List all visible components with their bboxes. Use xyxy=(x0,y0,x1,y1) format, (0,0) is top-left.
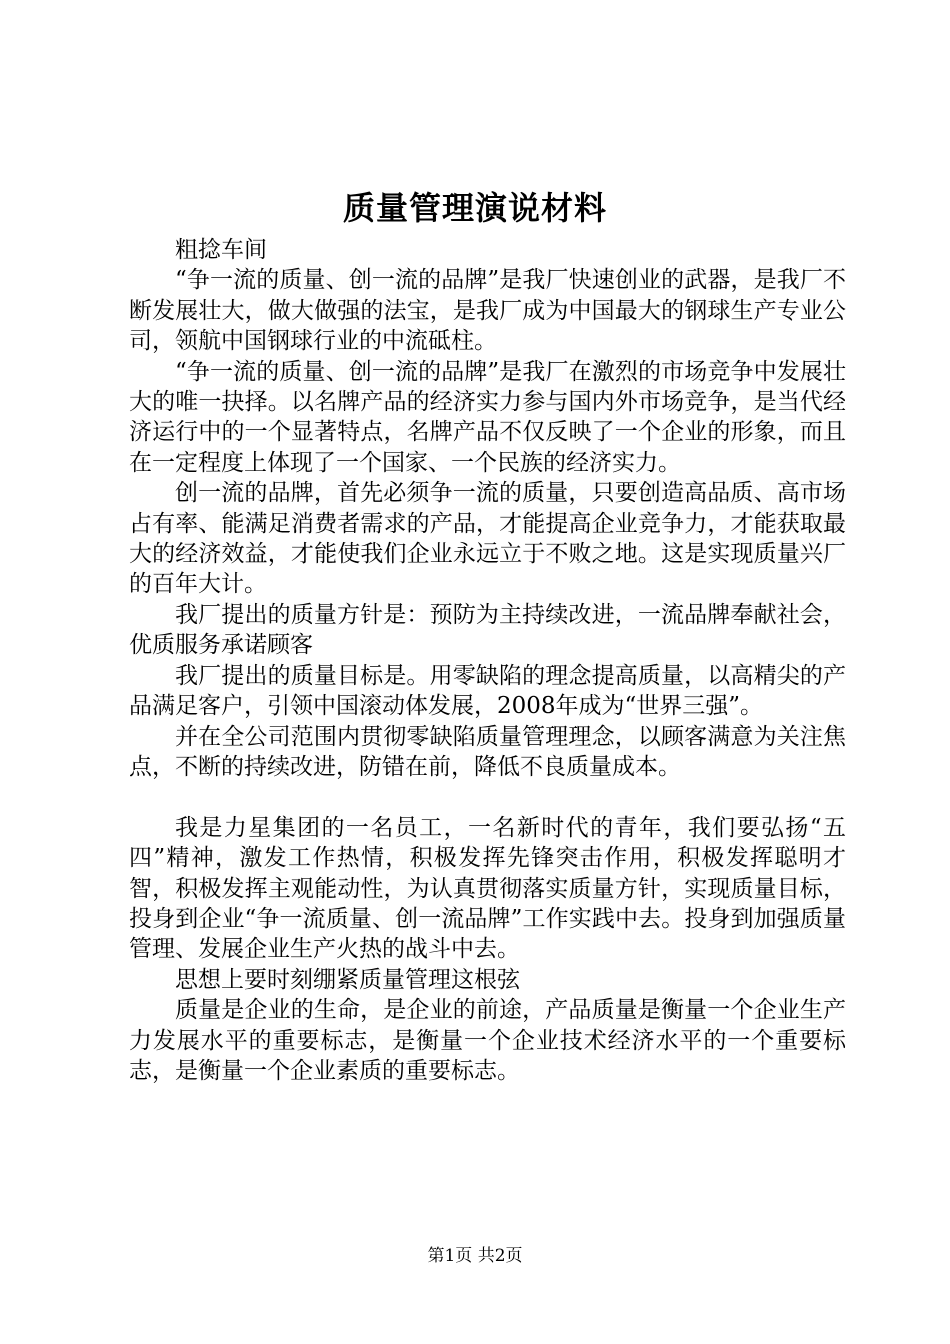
paragraph: 我厂提出的质量目标是。用零缺陷的理念提高质量，以高精尖的产品满足客户，引领中国滚动体发展，2008年成为“世界三强”。 xyxy=(129,662,846,720)
paragraph: 并在全公司范围内贯彻零缺陷质量管理理念，以顾客满意为关注焦点，不断的持续改进，防错在前，降低不良质量成本。 xyxy=(129,723,846,780)
paragraph: 质量是企业的生命，是企业的前途，产品质量是衡量一个企业生产力发展水平的重要标志，是衡量一个企业技术经济水平的一个重要标志，是衡量一个企业素质的重要标志。 xyxy=(129,997,846,1084)
paragraph-workshop: 粗捻车间 xyxy=(175,237,267,263)
paragraph: “争一流的质量、创一流的品牌”是我厂快速创业的武器，是我厂不断发展壮大，做大做强的法宝，是我厂成为中国最大的钢球生产专业公司，领航中国钢球行业的中流砥柱。 xyxy=(129,267,846,355)
document-body xyxy=(129,235,846,1086)
paragraph: 创一流的品牌，首先必须争一流的质量，只要创造高品质、高市场占有率、能满足消费者需求的产品，才能提高企业竞争力，才能获取最大的经济效益，才能使我们企业永远立于不败之地。这是实现质量兴厂的百年大计。 xyxy=(129,480,846,598)
paragraph-heading: 思想上要时刻绷紧质量管理这根弦 xyxy=(175,966,520,993)
paragraph: 我是力星集团的一名员工，一名新时代的青年，我们要弘扬“五四”精神，激发工作热情，积极发挥先锋突击作用，积极发挥聪明才智，积极发挥主观能动性，为认真贯彻落实质量方针，实现质量目标，投身到企业“争一流质量、创一流品牌”工作实践中去。投身到加强质量管理、发展企业生产火热的战斗中去。 xyxy=(129,814,846,963)
page-footer: 第1页 共2页 xyxy=(427,1246,523,1266)
blank-line xyxy=(129,782,846,812)
paragraph: “争一流的质量、创一流的品牌”是我厂在激烈的市场竞争中发展壮大的唯一抉择。以名牌产品的经济实力参与国内外市场竞争，是当代经济运行中的一个显著特点，名牌产品不仅反映了一个企业的形象，而且在一定程度上体现了一个国家、一个民族的经济实力。 xyxy=(129,358,846,476)
document-title: 质量管理演说材料 xyxy=(342,189,607,227)
paragraph: 我厂提出的质量方针是：预防为主持续改进，一流品牌奉献社会，优质服务承诺顾客 xyxy=(129,601,846,659)
